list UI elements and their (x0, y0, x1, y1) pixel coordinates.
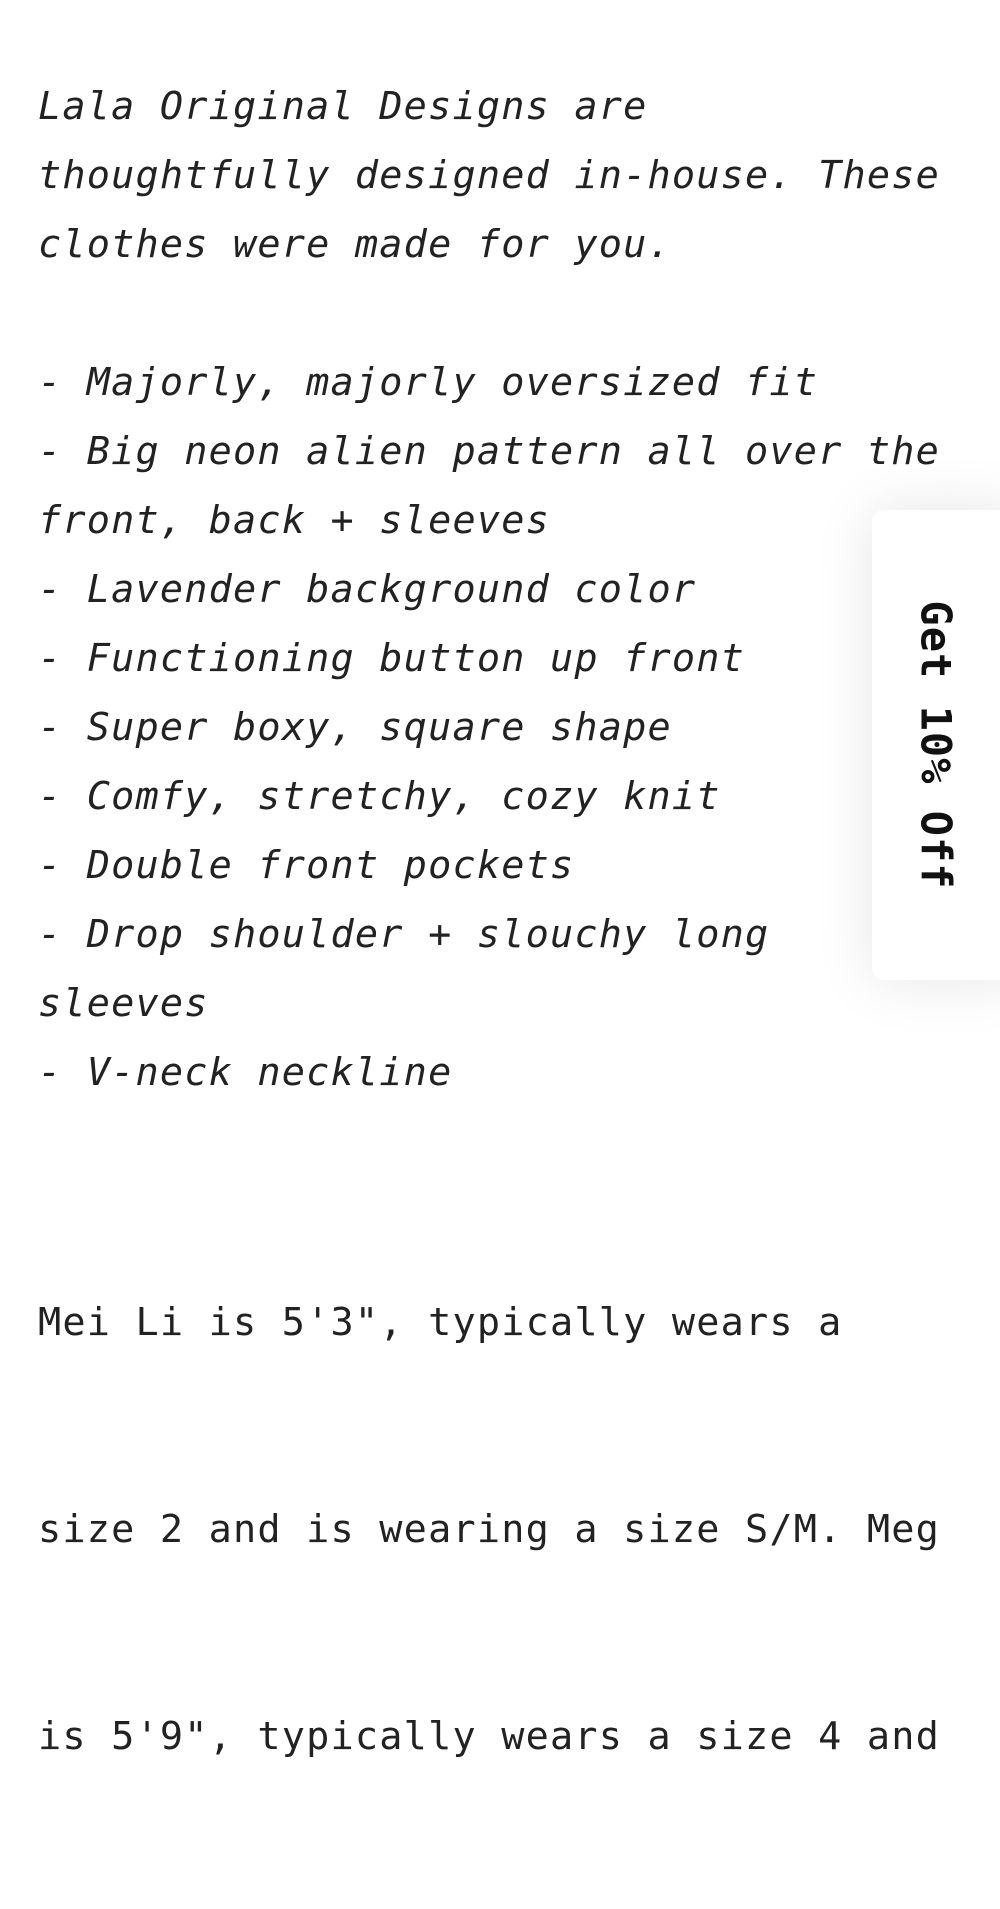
feature-line: - Drop shoulder + slouchy long (38, 912, 770, 957)
feature-list (38, 348, 978, 1107)
model-info-line: Mei Li is 5'3", typically wears a (38, 1300, 843, 1345)
discount-promo-tab[interactable] (872, 510, 1000, 980)
model-size-info (38, 1150, 978, 1909)
intro-line: clothes were made for you. (38, 222, 672, 267)
intro-line: thoughtfully designed in-house. These (38, 153, 941, 198)
feature-line: - Double front pockets (38, 843, 575, 888)
feature-line: - V-neck neckline (38, 1050, 453, 1095)
promo-tab-label: Get 10% Off (911, 600, 961, 890)
feature-line: - Super boxy, square shape (38, 705, 672, 750)
feature-line: - Comfy, stretchy, cozy knit (38, 774, 721, 819)
feature-line: sleeves (38, 981, 209, 1026)
feature-line: - Big neon alien pattern all over the (38, 429, 941, 474)
intro-paragraph (38, 72, 978, 279)
product-description (38, 72, 978, 1909)
feature-line: front, back + sleeves (38, 498, 550, 543)
model-info-line: is 5'9", typically wears a size 4 and (38, 1714, 941, 1759)
feature-line: - Majorly, majorly oversized fit (38, 360, 819, 405)
feature-line: - Lavender background color (38, 567, 697, 612)
feature-line: - Functioning button up front (38, 636, 745, 681)
intro-line: Lala Original Designs are (38, 84, 648, 129)
model-info-line: size 2 and is wearing a size S/M. Meg (38, 1507, 941, 1552)
